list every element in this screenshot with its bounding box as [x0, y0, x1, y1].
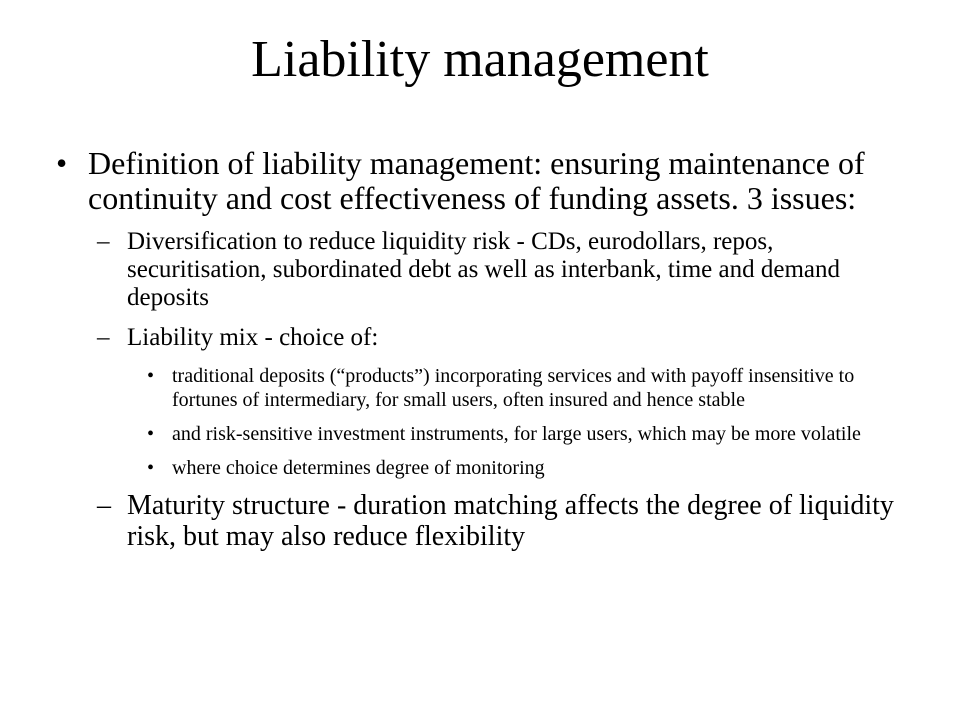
mix-item-traditional-deposits — [147, 364, 917, 412]
sub-point-diversification-text: Diversification to reduce liquidity risk - CDs, eurodollars, repos, securitisation, subordinated debt as well as interbank, time and demand deposits — [127, 228, 841, 311]
mix-item-text: where choice determines degree of monitoring — [172, 457, 545, 479]
bullet-marker: • — [147, 423, 155, 445]
bullet-marker: • — [147, 365, 155, 387]
mix-item-risk-sensitive — [147, 422, 917, 446]
mix-item-monitoring — [147, 456, 917, 480]
sub-point-maturity-structure-text: Maturity structure - duration matching affects the degree of liquidity risk, but may also reduce flexibility — [127, 490, 894, 552]
dash-marker: – — [97, 324, 110, 351]
sub-point-liability-mix — [97, 324, 907, 352]
bullet-marker: • — [147, 457, 155, 479]
dash-marker: – — [97, 490, 111, 521]
sub-point-liability-mix-text: Liability mix - choice of: — [127, 324, 379, 351]
dash-marker: – — [97, 228, 110, 255]
bullet-marker: • — [56, 145, 68, 181]
mix-item-text: and risk-sensitive investment instruments, for large users, which may be more volatile — [172, 423, 861, 445]
bullet-definition — [56, 145, 878, 216]
bullet-definition-text: Definition of liability management: ensuring maintenance of continuity and cost effectiveness of funding assets. 3 issues: — [88, 145, 865, 216]
sub-point-maturity-structure — [97, 490, 907, 552]
slide-body — [0, 146, 960, 564]
slide-title: Liability management — [251, 31, 709, 88]
mix-item-text: traditional deposits (“products”) incorporating services and with payoff insensitive to fortunes of intermediary, for small users, often insured and hence stable — [172, 365, 855, 411]
sub-point-diversification — [97, 228, 907, 312]
